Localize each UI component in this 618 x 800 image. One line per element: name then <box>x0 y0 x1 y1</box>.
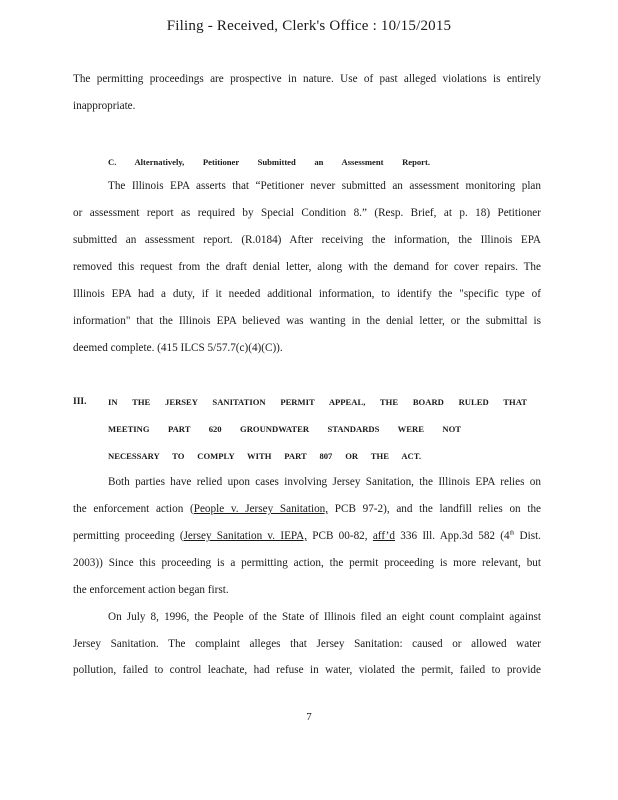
body-line: Illinois EPA had a duty, if it needed additional information, to identify the "specific type of <box>73 288 541 300</box>
body-line: information" that the Illinois EPA believed was wanting in the denial letter, or the submittal is <box>73 315 541 327</box>
body-line: The Illinois EPA asserts that “Petitioner never submitted an assessment monitoring plan <box>108 180 541 192</box>
body-line: 2003)) Since this proceeding is a permitting action, the permit proceeding is more relevant, but <box>73 557 541 569</box>
body-line: deemed complete. (415 ILCS 5/57.7(c)(4)(C)). <box>73 342 283 354</box>
body-line: On July 8, 1996, the People of the State of Illinois filed an eight count complaint against <box>108 611 541 623</box>
body-line: the enforcement action (People v. Jersey Sanitation, PCB 97-2), and the landfill relies on the <box>73 503 542 515</box>
case-citation: People v. Jersey Sanitation, <box>193 503 329 515</box>
body-line: or assessment report as required by Special Condition 8.” (Resp. Brief, at p. 18) Petitioner <box>73 207 541 219</box>
body-line: submitted an assessment report. (R.0184) After receiving the information, the Illinois EPA <box>73 234 541 246</box>
body-line: inappropriate. <box>73 100 136 112</box>
section-heading-c: C. Alternatively, Petitioner Submitted an Assessment Report. <box>108 157 430 167</box>
body-line: Jersey Sanitation. The complaint alleges that Jersey Sanitation: caused or allowed water <box>73 638 541 650</box>
body-line: the enforcement action began first. <box>73 584 229 596</box>
section-heading-iii-line: NECESSARY TO COMPLY WITH PART 807 OR THE ACT. <box>108 451 421 461</box>
section-heading-iii-line: MEETING PART 620 GROUNDWATER STANDARDS WERE NOT <box>108 424 461 434</box>
body-line: Both parties have relied upon cases involving Jersey Sanitation, the Illinois EPA relies on <box>108 476 541 488</box>
section-numeral-iii: III. <box>73 397 87 407</box>
body-line: pollution, failed to control leachate, had refuse in water, violated the permit, failed to provide <box>73 664 541 676</box>
body-line: removed this request from the draft denial letter, along with the demand for cover repairs. The <box>73 261 541 273</box>
section-heading-iii-line: IN THE JERSEY SANITATION PERMIT APPEAL, THE BOARD RULED THAT <box>108 397 527 407</box>
page-number: 7 <box>306 711 312 723</box>
filing-header: Filing - Received, Clerk's Office : 10/15/2015 <box>166 18 452 34</box>
body-line: permitting proceeding (Jersey Sanitation v. IEPA, PCB 00-82, aff’d 336 Ill. App.3d 582 (4th Dist. <box>73 530 541 542</box>
body-line: The permitting proceedings are prospective in nature. Use of past alleged violations is entirely <box>73 73 541 85</box>
affd-signal: aff’d <box>372 530 395 542</box>
case-citation: Jersey Sanitation v. IEPA, <box>183 530 307 542</box>
